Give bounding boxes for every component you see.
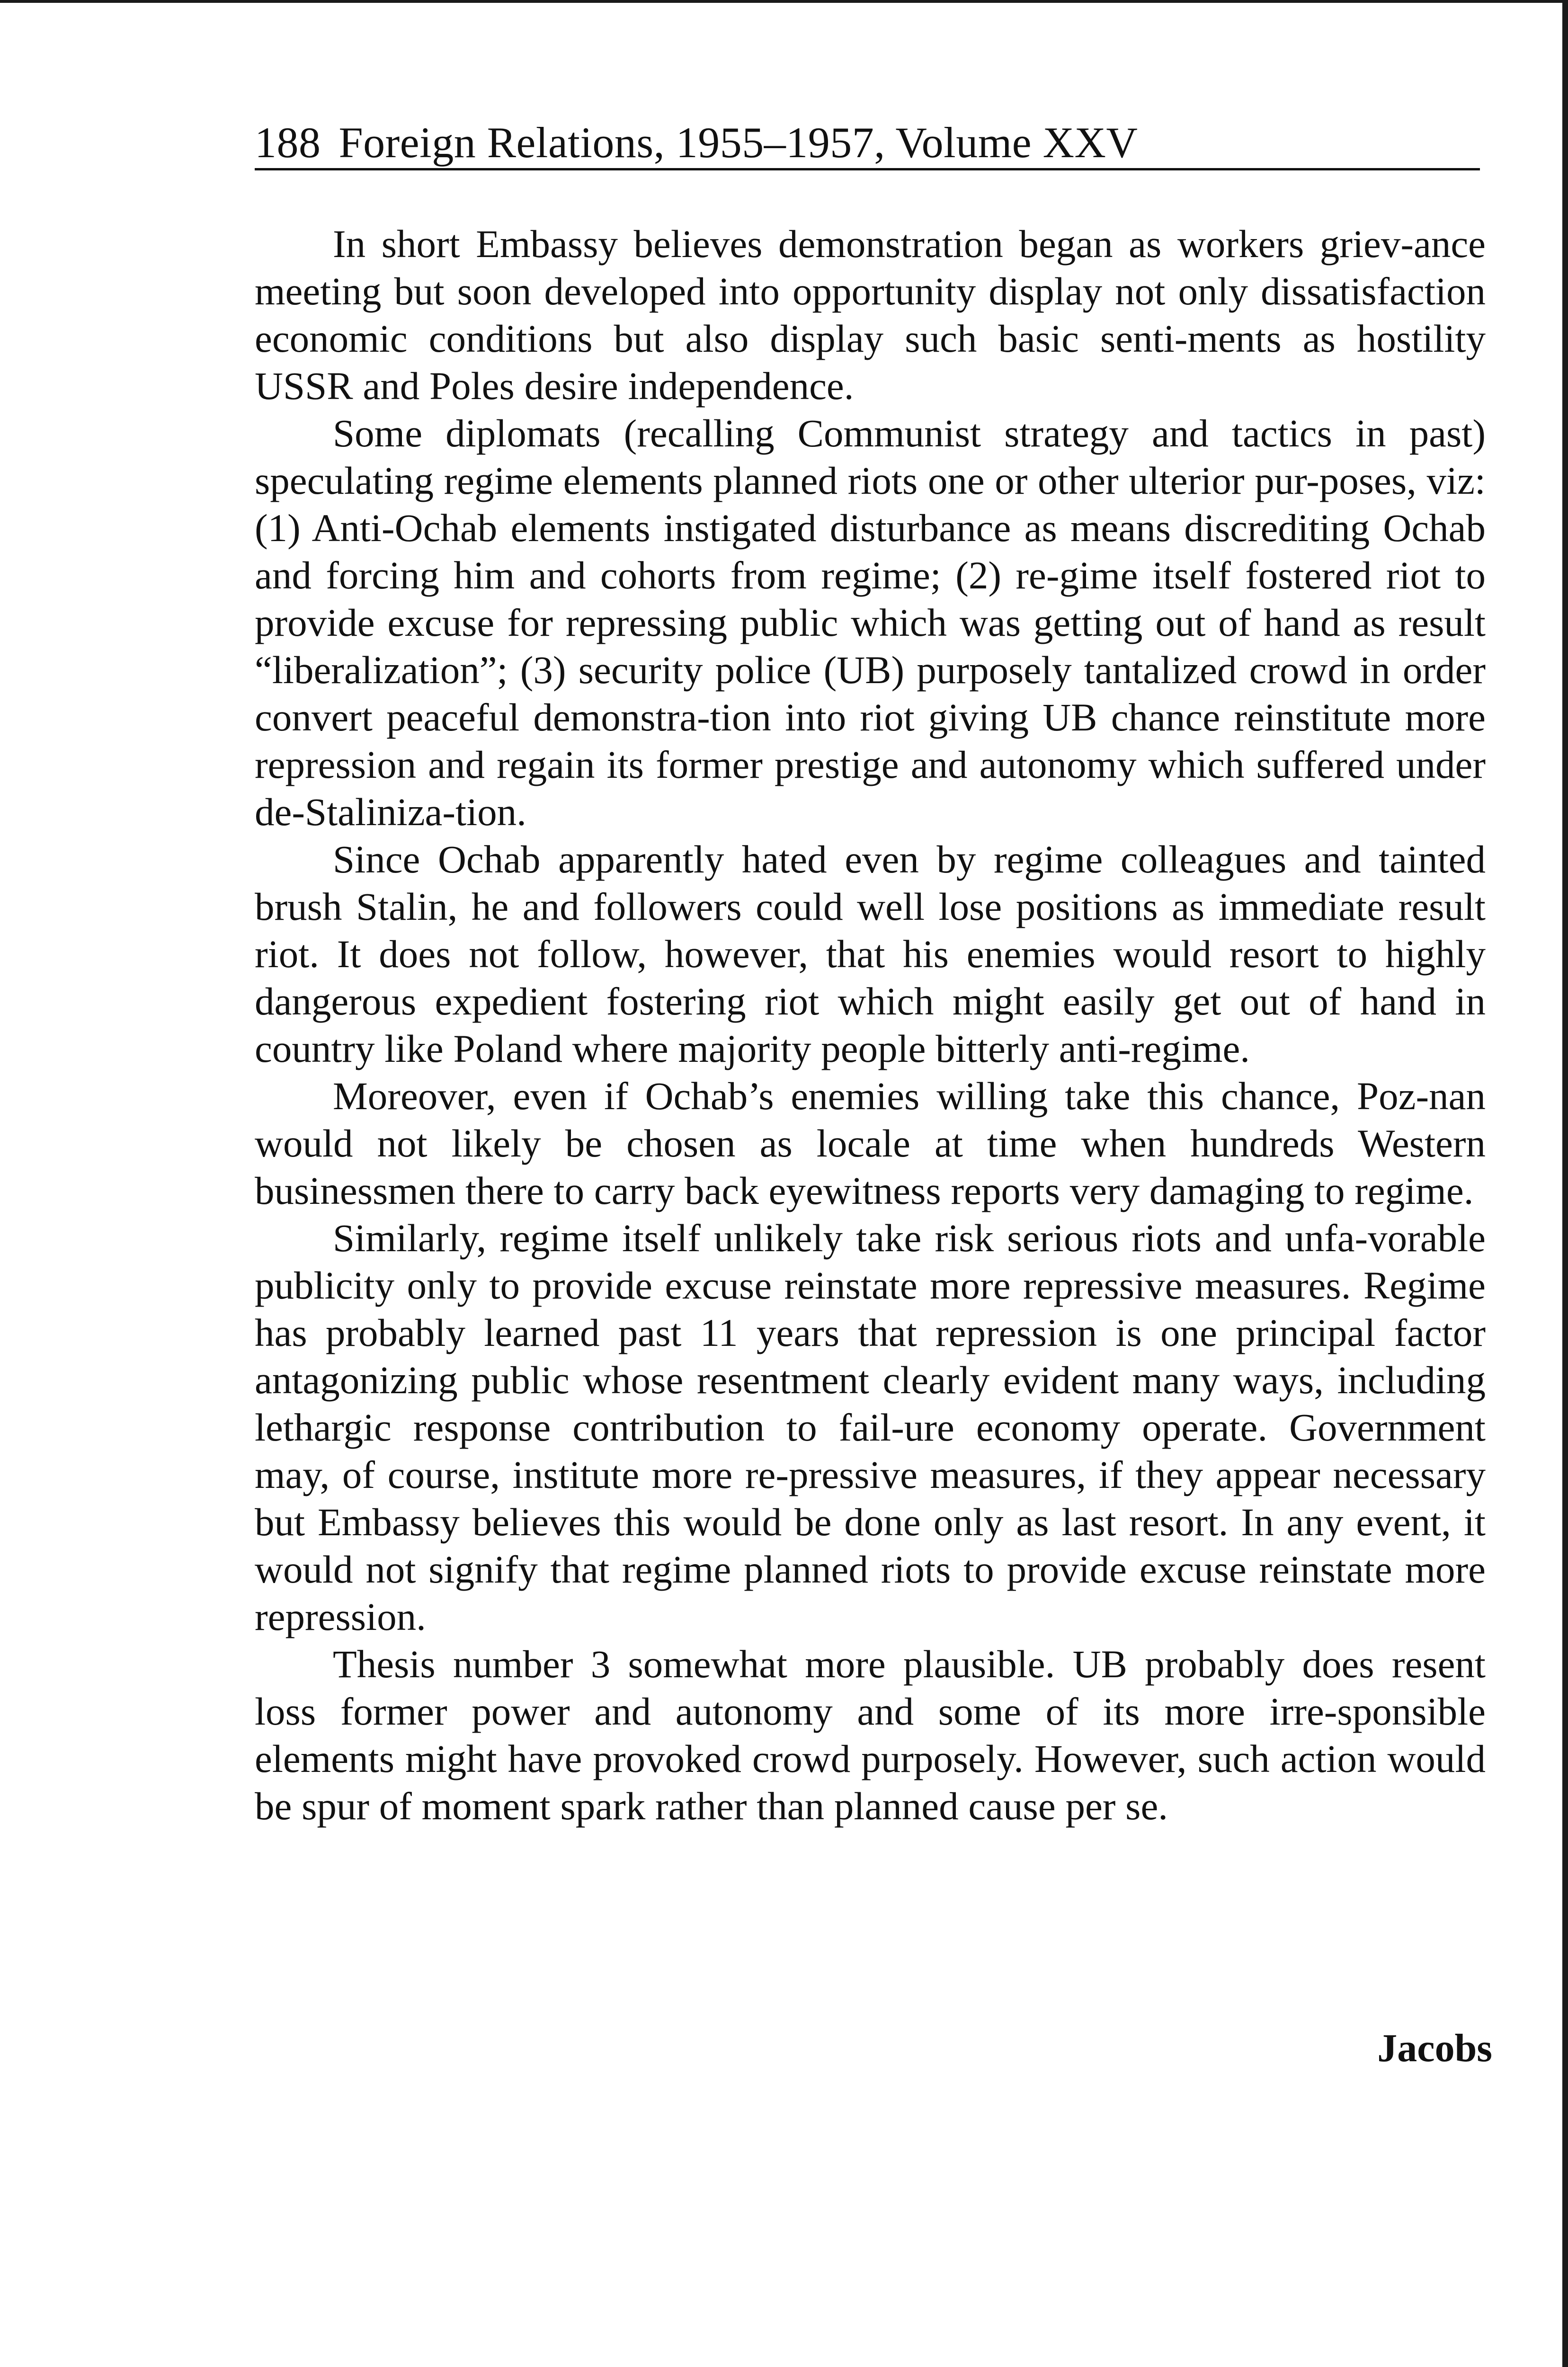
running-head-text	[255, 118, 1138, 167]
page-border-top	[0, 0, 1568, 3]
body-text	[255, 220, 1486, 1830]
paragraph-2: Some diplomats (recalling Communist strategy and tactics in past) speculating regime elements planned riots one or other ulterior pur-poses, viz: (1) Anti-Ochab elements instigated disturbance as means discrediting Ochab and forcing him and cohorts from regime; (2) re-gime itself fostered riot to provide excuse for repressing public which was getting out of hand as result “liberalization”; (3) security police (UB) purposely tantalized crowd in order convert peaceful demonstra-tion into riot giving UB chance reinstitute more repression and regain its former prestige and autonomy which suffered under de-Staliniza-tion.	[255, 411, 1486, 834]
paragraph-1: In short Embassy believes demonstration began as workers griev-ance meeting but soon developed into opportunity display not only dissatisfaction economic conditions but also display such basic senti-ments as hostility USSR and Poles desire independence.	[255, 222, 1486, 408]
paragraph-4: Moreover, even if Ochab’s enemies willing take this chance, Poz-nan would not likely be chosen as locale at time when hundreds Western businessmen there to carry back eyewitness reports very damaging to regime.	[255, 1074, 1486, 1212]
book-title: Foreign Relations, 1955–1957, Volume XXV	[339, 118, 1138, 167]
page-border-right	[1562, 0, 1568, 2367]
paragraph-3: Since Ochab apparently hated even by regime colleagues and tainted brush Stalin, he and followers could well lose positions as immediate result riot. It does not follow, however, that his enemies would resort to highly dangerous expedient fostering riot which might easily get out of hand in country like Poland where majority people bitterly anti-regime.	[255, 837, 1486, 1070]
running-head	[255, 118, 1480, 170]
paragraph-5: Similarly, regime itself unlikely take risk serious riots and unfa-vorable publicity only to provide excuse reinstate more repressive measures. Regime has probably learned past 11 years that repression is one principal factor antagonizing public whose resentment clearly evident many ways, including lethargic response contribution to fail-ure economy operate. Government may, of course, institute more re-pressive measures, if they appear necessary but Embassy believes this would be done only as last resort. In any event, it would not signify that regime planned riots to provide excuse reinstate more repression.	[255, 1216, 1486, 1638]
page-number: 188	[255, 118, 321, 167]
paragraph-6: Thesis number 3 somewhat more plausible. UB probably does resent loss former power and autonomy and some of its more irre-sponsible elements might have provoked crowd purposely. However, such action would be spur of moment spark rather than planned cause per se.	[255, 1642, 1486, 1828]
signature: Jacobs	[1377, 2026, 1492, 2070]
